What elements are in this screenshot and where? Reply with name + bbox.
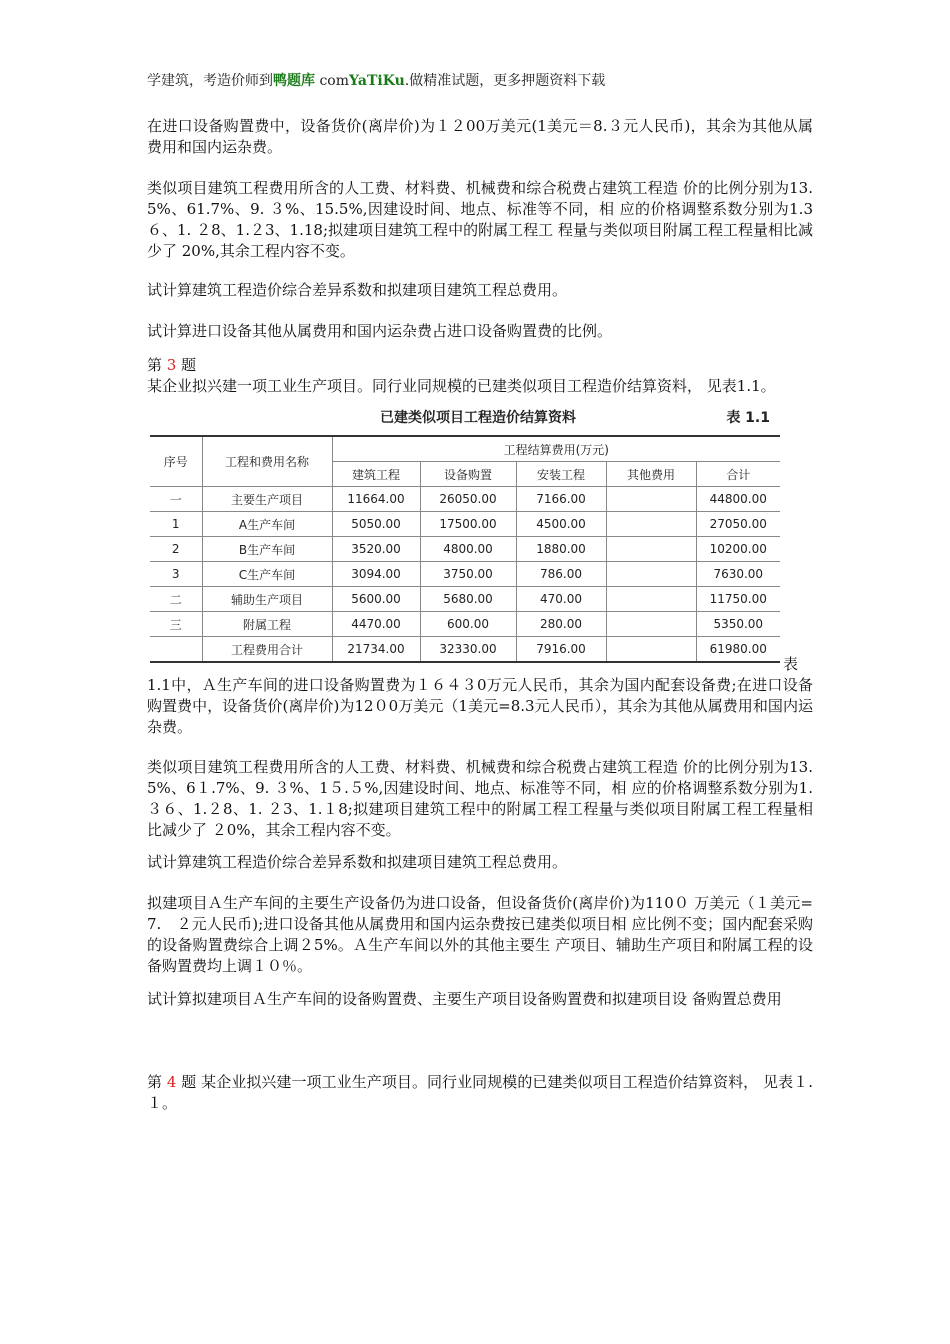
table-header-cell: 工程和费用名称 [202, 436, 332, 487]
table-cell: 32330.00 [420, 637, 516, 663]
table-cell: 4470.00 [332, 612, 420, 637]
paragraph: 试计算建筑工程造价综合差异系数和拟建项目建筑工程总费用。 [147, 281, 568, 299]
table-row [150, 562, 780, 587]
table-cell: 附属工程 [202, 612, 332, 637]
table-cell: 3520.00 [332, 537, 420, 562]
table-header-cell: 序号 [150, 436, 202, 487]
header-suffix: .做精准试题，更多押题资料下载 [404, 73, 606, 89]
table-cell [606, 562, 696, 587]
paragraph: 类似项目建筑工程费用所含的人工费、材料费、机械费和综合税费占建筑工程造 价的比例分别为13.5%、61.7%、9. ３%、15.5%,因建设时间、地点、标准等不同，相 应的价格调整系数分别为1.3６、1. ２8、1.２3、1.18;拟建项目建筑工程中的附属工程工 程量与类似项目附属工程工程量相比减少了 20%,其余工程内容不变。 [147, 179, 813, 260]
table-cell: 2 [150, 537, 202, 562]
table-cell: 5050.00 [332, 512, 420, 537]
question-number: 4 [166, 1073, 177, 1091]
table-cell: 5350.00 [696, 612, 780, 637]
table-cell: 11750.00 [696, 587, 780, 612]
header-mid: com [315, 73, 349, 89]
table-cell: 5600.00 [332, 587, 420, 612]
table-header-cell: 合计 [696, 462, 780, 487]
paragraph: 1.1中，Ａ生产车间的进口设备购置费为１６４３0万元人民币，其余为国内配套设备费;在进口设备购置费中，设备货价(离岸价)为12０0万美元（1美元=8.3元人民币），其余为其他从属费用和国内运杂费。 [147, 676, 813, 736]
table-cell: 786.00 [516, 562, 606, 587]
table-cell: 7916.00 [516, 637, 606, 663]
question-label: 题 [176, 356, 197, 374]
header-prefix: 学建筑，考造价师到 [147, 73, 273, 89]
table-cell: 61980.00 [696, 637, 780, 663]
table-cell [606, 487, 696, 512]
page-header [147, 70, 605, 90]
header-brand-latin[interactable]: YaTiKu [349, 73, 405, 89]
table-cell: 600.00 [420, 612, 516, 637]
table-header-cell: 设备购置 [420, 462, 516, 487]
table-number: 表 1.1 [726, 410, 770, 426]
table-cell: 21734.00 [332, 637, 420, 663]
table-cell: 4800.00 [420, 537, 516, 562]
table-cell [606, 587, 696, 612]
table-cell: 10200.00 [696, 537, 780, 562]
table-cell [606, 512, 696, 537]
table-cell: 470.00 [516, 587, 606, 612]
table-cell: 27050.00 [696, 512, 780, 537]
table-row [150, 487, 780, 512]
question-label: 题 [176, 1073, 202, 1091]
table-header-cell: 建筑工程 [332, 462, 420, 487]
table-cell: 二 [150, 587, 202, 612]
cost-table [150, 435, 780, 663]
table-row [150, 587, 780, 612]
table-cell: 280.00 [516, 612, 606, 637]
table-group-header: 工程结算费用(万元) [332, 436, 780, 462]
table-cell [606, 537, 696, 562]
table-row [150, 612, 780, 637]
table-cell: 4500.00 [516, 512, 606, 537]
table-cell: 1 [150, 512, 202, 537]
question-intro: 某企业拟兴建一项工业生产项目。同行业同规模的已建类似项目工程造价结算资料， 见表１.１。 [147, 1073, 813, 1112]
table-figure [150, 407, 780, 665]
table-cell: 主要生产项目 [202, 487, 332, 512]
table-cell: B生产车间 [202, 537, 332, 562]
question-intro: 某企业拟兴建一项工业生产项目。同行业同规模的已建类似项目工程造价结算资料， 见表1.1。 [147, 377, 776, 395]
table-cell: 26050.00 [420, 487, 516, 512]
table-cell: 三 [150, 612, 202, 637]
table-cell: 辅助生产项目 [202, 587, 332, 612]
table-cell [606, 637, 696, 663]
table-cell: C生产车间 [202, 562, 332, 587]
question-number: 3 [166, 356, 177, 374]
table-cell: 44800.00 [696, 487, 780, 512]
table-cell: 工程费用合计 [202, 637, 332, 663]
table-cell: 17500.00 [420, 512, 516, 537]
paragraph: 在进口设备购置费中，设备货价(离岸价)为１２00万美元(1美元＝8.３元人民币)，其余为其他从属费用和国内运杂费。 [147, 117, 813, 156]
table-cell: 5680.00 [420, 587, 516, 612]
question-label: 第 [147, 1073, 167, 1091]
table-cell: 11664.00 [332, 487, 420, 512]
table-row [150, 537, 780, 562]
paragraph: 试计算拟建项目Ａ生产车间的设备购置费、主要生产项目设备购置费和拟建项目设 备购置总费用 [147, 990, 782, 1008]
table-cell [150, 637, 202, 663]
table-caption: 已建类似项目工程造价结算资料 [380, 410, 576, 426]
table-cell: 1880.00 [516, 537, 606, 562]
table-cell: 3094.00 [332, 562, 420, 587]
table-cell: A生产车间 [202, 512, 332, 537]
table-ref-fragment: 表 [783, 655, 799, 673]
table-header-cell: 安装工程 [516, 462, 606, 487]
table-cell: 3 [150, 562, 202, 587]
paragraph: 试计算进口设备其他从属费用和国内运杂费占进口设备购置费的比例。 [147, 322, 613, 340]
question-heading [147, 355, 196, 376]
table-cell: 一 [150, 487, 202, 512]
paragraph: 拟建项目Ａ生产车间的主要生产设备仍为进口设备，但设备货价(离岸价)为110０ 万美元（１美元=7. ２元人民币);进口设备其他从属费用和国内运杂费按已建类似项目相 应比例不变；国内配套采购的设备购置费综合上调２5%。Ａ生产车间以外的其他主要生 产项目、辅助生产项目和附属工程的设备购置费均上调１０％。 [147, 894, 813, 975]
question-block [147, 1072, 813, 1114]
paragraph: 类似项目建筑工程费用所含的人工费、材料费、机械费和综合税费占建筑工程造 价的比例分别为13.5%、6１.7%、9. ３%、1５.５%,因建设时间、地点、标准等不同，相 应的价格调整系数分别为1.３６、1.２8、1. ２3、1.１8;拟建项目建筑工程中的附属工程工程量与类似项目附属工程工程量相比减少了 ２0%，其余工程内容不变。 [147, 758, 813, 839]
table-cell: 7166.00 [516, 487, 606, 512]
table-cell: 3750.00 [420, 562, 516, 587]
table-cell: 7630.00 [696, 562, 780, 587]
table-row [150, 637, 780, 663]
question-label: 第 [147, 356, 167, 374]
table-row [150, 512, 780, 537]
table-cell [606, 612, 696, 637]
table-header-cell: 其他费用 [606, 462, 696, 487]
paragraph: 试计算建筑工程造价综合差异系数和拟建项目建筑工程总费用。 [147, 853, 568, 871]
header-brand[interactable]: 鸭题库 [273, 73, 315, 89]
